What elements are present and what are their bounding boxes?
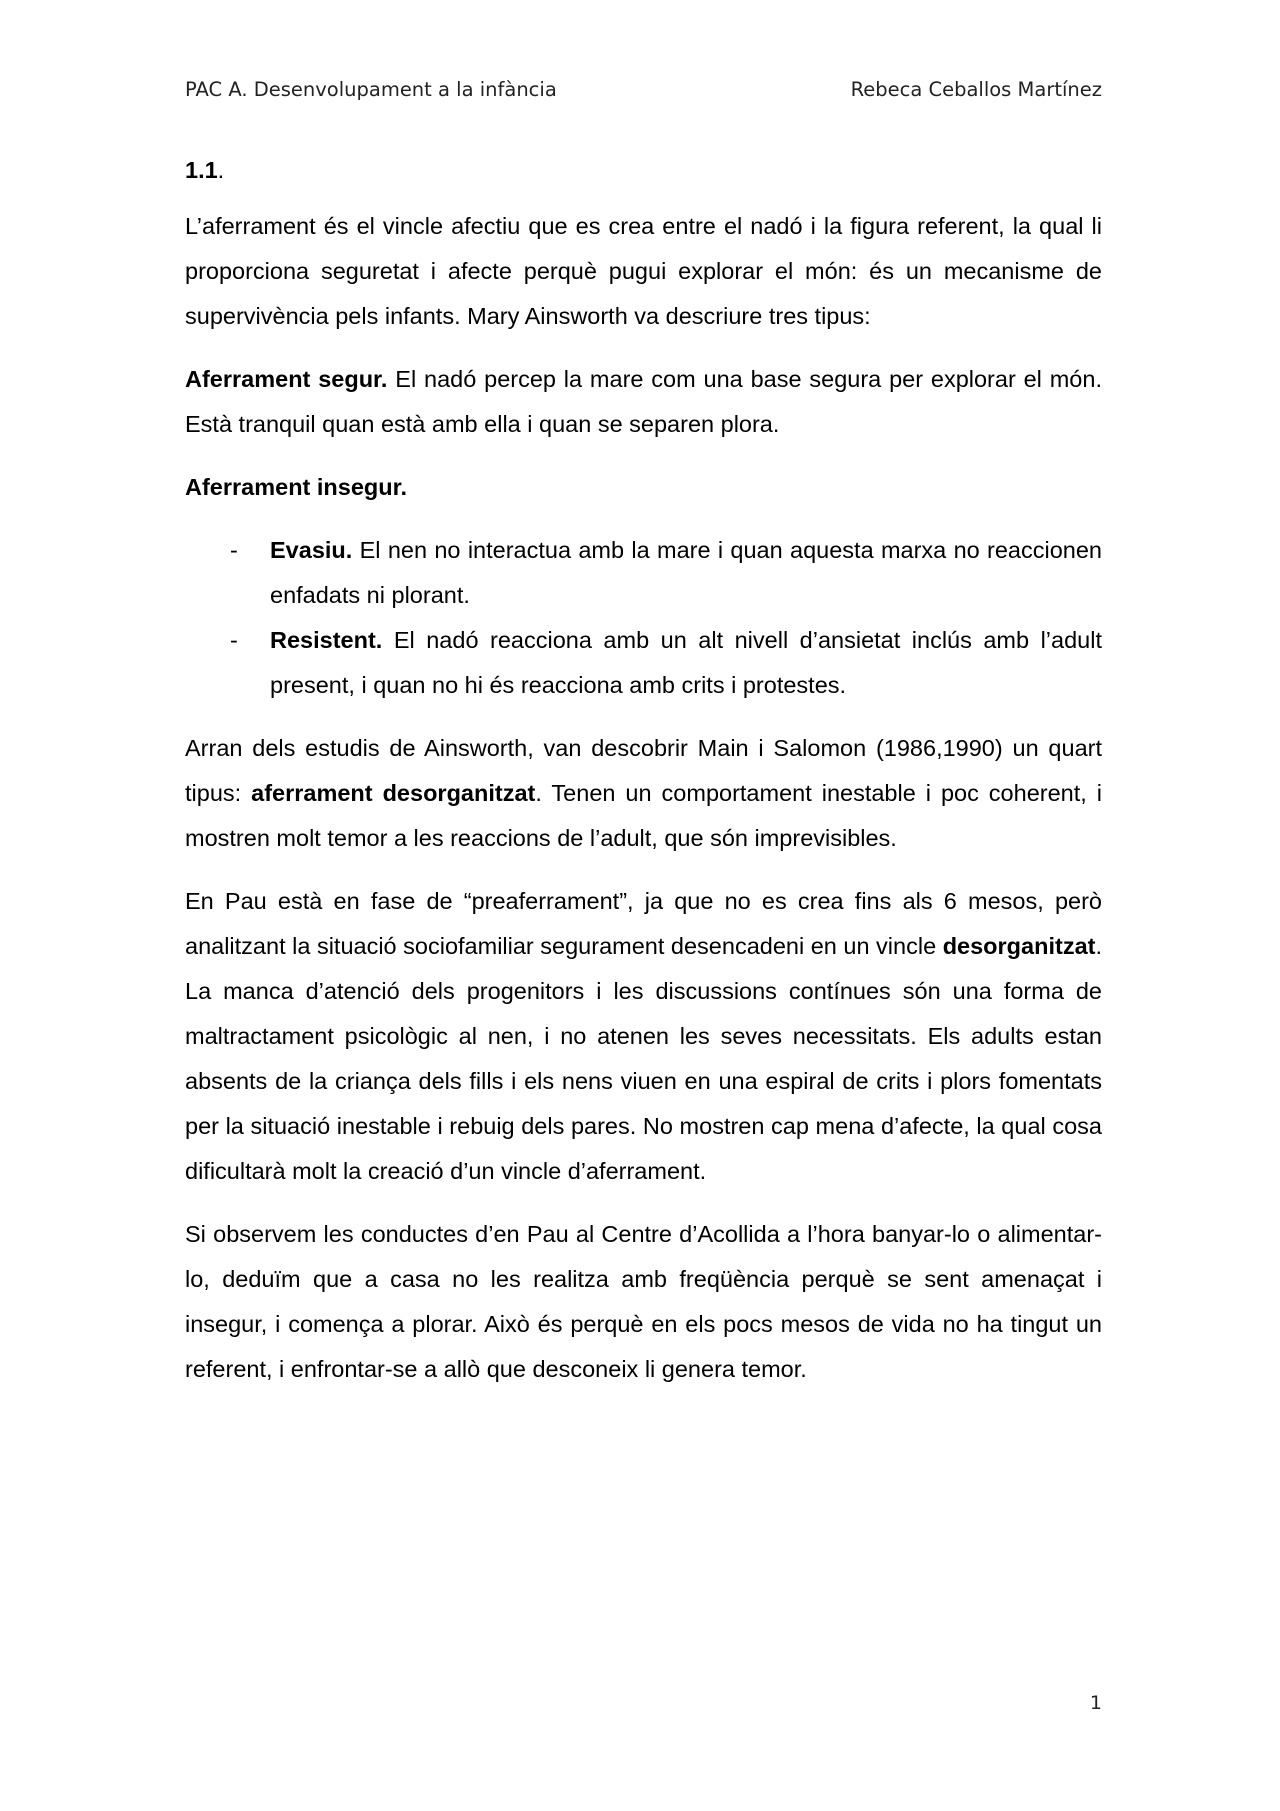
disorganized-paragraph xyxy=(185,726,1102,861)
evasive-title: Evasiu. xyxy=(270,537,353,563)
page-number: 1 xyxy=(1089,1692,1102,1714)
list-bullet: - xyxy=(230,627,238,653)
pau-text-before: En Pau està en fase de “preaferrament”, ja que no es crea fins als 6 mesos, però analitzant la situació sociofamiliar segurament desencadeni en un vincle xyxy=(185,888,1102,959)
insecure-title: Aferrament insegur. xyxy=(185,474,408,500)
list-item-resistant xyxy=(185,618,1102,708)
section-number: 1.1 xyxy=(185,157,218,183)
evasive-text: El nen no interactua amb la mare i quan aquesta marxa no reaccionen enfadats ni plorant. xyxy=(270,537,1102,608)
page-header xyxy=(185,78,1102,106)
resistant-title: Resistent. xyxy=(270,627,383,653)
intro-paragraph: L’aferrament és el vincle afectiu que es crea entre el nadó i la figura referent, la qual li proporciona seguretat i afecte perquè pugui explorar el món: és un mecanisme de supervivència pels infants. Mary Ainsworth va descriure tres tipus: xyxy=(185,213,1102,329)
secure-text: El nadó percep la mare com una base segura per explorar el món. Està tranquil quan està amb ella i quan se separen plora. xyxy=(185,366,1102,437)
resistant-text: El nadó reacciona amb un alt nivell d’ansietat inclús amb l’adult present, i quan no hi és reacciona amb crits i protestes. xyxy=(270,627,1102,698)
section-suffix: . xyxy=(217,157,225,183)
disorganized-bold: aferrament desorganitzat xyxy=(251,780,536,806)
header-author: Rebeca Ceballos Martínez xyxy=(850,78,1102,101)
header-course-title: PAC A. Desenvolupament a la infància xyxy=(185,78,557,101)
secure-title: Aferrament segur. xyxy=(185,366,388,392)
conclusion-paragraph: Si observem les conductes d’en Pau al Centre d’Acollida a l’hora banyar-lo o alimentar-lo, deduïm que a casa no les realitza amb freqüència perquè se sent amenaçat i insegur, i comença a plorar. Això és perquè en els pocs mesos de vida no ha tingut un referent, i enfrontar-se a allò que desconeix li genera temor. xyxy=(185,1221,1102,1382)
disorganized-text-before: Arran dels estudis de Ainsworth, van descobrir Main i Salomon (1986,1990) un quart tipus: xyxy=(185,735,1102,806)
document-body xyxy=(185,150,1102,1410)
pau-paragraph xyxy=(185,879,1102,1194)
list-item-evasive xyxy=(185,528,1102,618)
insecure-heading xyxy=(185,465,1102,510)
pau-text-after: . La manca d’atenció dels progenitors i les discussions contínues són una forma de maltractament psicològic al nen, i no atenen les seves necessitats. Els adults estan absents de la criança dels fills i els nens viuen en una espiral de crits i plors fomentats per la situació inestable i rebuig dels pares. No mostren cap mena d’afecte, la qual cosa dificultarà molt la creació d’un vincle d’aferrament. xyxy=(185,933,1102,1184)
pau-bold: desorganitzat xyxy=(942,933,1096,959)
list-bullet: - xyxy=(230,537,238,563)
section-heading xyxy=(185,150,1102,190)
secure-paragraph xyxy=(185,357,1102,447)
insecure-types-list xyxy=(185,528,1102,708)
disorganized-text-after: . Tenen un comportament inestable i poc coherent, i mostren molt temor a les reaccions de l’adult, que són imprevisibles. xyxy=(185,780,1102,851)
